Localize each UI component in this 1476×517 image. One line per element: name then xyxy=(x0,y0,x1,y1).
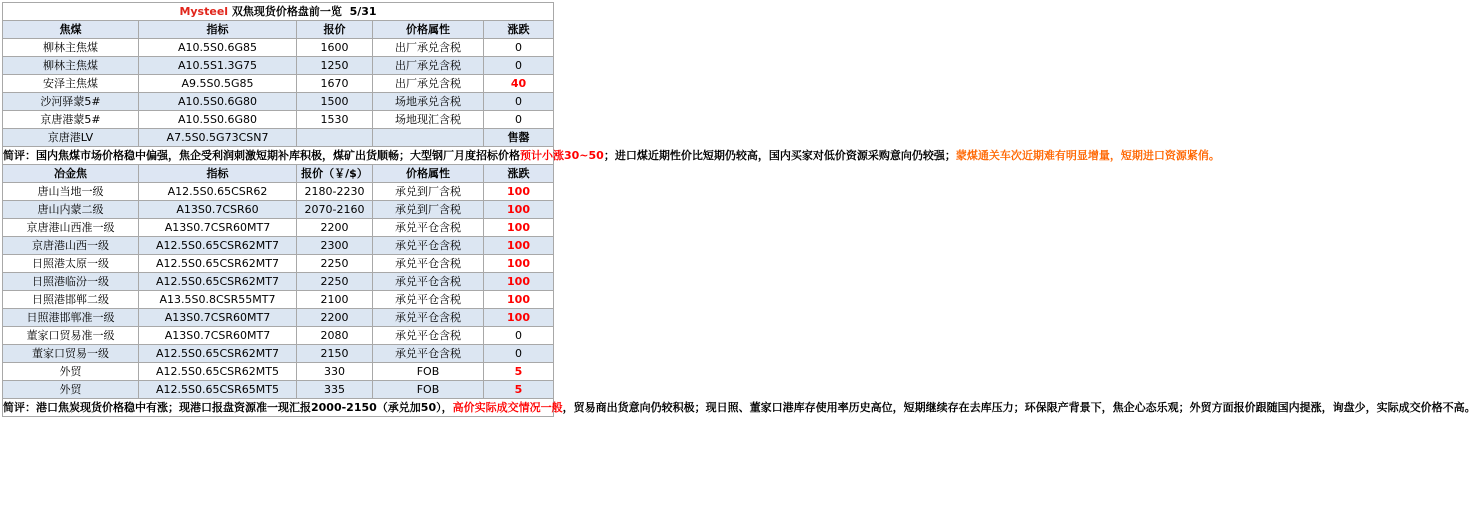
cell-price: 335 xyxy=(297,381,373,399)
cell-change: 100 xyxy=(484,291,554,309)
cell-name: 唐山当地一级 xyxy=(3,183,139,201)
cell-spec: A9.5S0.5G85 xyxy=(139,75,297,93)
cell-attr: 承兑平仓含税 xyxy=(373,237,484,255)
col-header-price: 报价（￥/$） xyxy=(297,165,373,183)
cell-spec: A10.5S0.6G85 xyxy=(139,39,297,57)
coal-note xyxy=(3,399,1476,417)
table-row xyxy=(3,345,554,363)
cell-name: 京唐港山西一级 xyxy=(3,237,139,255)
cell-name: 董家口贸易一级 xyxy=(3,345,139,363)
col-header-attr: 价格属性 xyxy=(373,21,484,39)
cell-name: 柳林主焦煤 xyxy=(3,39,139,57)
cell-name: 安泽主焦煤 xyxy=(3,75,139,93)
cell-attr: 承兑平仓含税 xyxy=(373,255,484,273)
cell-attr: 出厂承兑含税 xyxy=(373,75,484,93)
cell-price xyxy=(297,129,373,147)
cell-price: 2100 xyxy=(297,291,373,309)
coke-note-text-2: ；进口煤近期性价比短期仍较高，国内买家对低价资源采购意向仍较强； xyxy=(603,149,956,162)
cell-spec: A12.5S0.65CSR62MT5 xyxy=(139,363,297,381)
cell-name: 董家口贸易准一级 xyxy=(3,327,139,345)
coal-header-row xyxy=(3,165,554,183)
cell-attr: 场地承兑含税 xyxy=(373,93,484,111)
cell-price: 1500 xyxy=(297,93,373,111)
cell-spec: A10.5S1.3G75 xyxy=(139,57,297,75)
table-row xyxy=(3,237,554,255)
cell-attr: 承兑平仓含税 xyxy=(373,219,484,237)
cell-attr: 承兑平仓含税 xyxy=(373,291,484,309)
cell-change: 5 xyxy=(484,363,554,381)
price-sheet xyxy=(2,2,1476,417)
cell-change: 100 xyxy=(484,201,554,219)
table-row xyxy=(3,309,554,327)
cell-attr: 场地现汇含税 xyxy=(373,111,484,129)
col-header-name: 焦煤 xyxy=(3,21,139,39)
table-row xyxy=(3,273,554,291)
sheet-title xyxy=(3,3,554,21)
cell-name: 京唐港LV xyxy=(3,129,139,147)
cell-attr: FOB xyxy=(373,381,484,399)
table-row xyxy=(3,363,554,381)
coke-coal-table xyxy=(2,2,1476,417)
coal-note-row xyxy=(3,399,554,417)
cell-price: 2200 xyxy=(297,219,373,237)
cell-spec: A13S0.7CSR60MT7 xyxy=(139,327,297,345)
cell-change: 0 xyxy=(484,345,554,363)
cell-attr: 承兑平仓含税 xyxy=(373,309,484,327)
cell-price: 330 xyxy=(297,363,373,381)
coke-note-highlight-2: 蒙煤通关车次近期难有明显增量，短期进口资源紧俏。 xyxy=(955,149,1220,162)
table-row xyxy=(3,201,554,219)
col-header-spec: 指标 xyxy=(139,165,297,183)
coke-note-row xyxy=(3,147,554,165)
cell-spec: A10.5S0.6G80 xyxy=(139,93,297,111)
table-row xyxy=(3,381,554,399)
cell-change: 0 xyxy=(484,39,554,57)
cell-attr: 出厂承兑含税 xyxy=(373,57,484,75)
coke-header-row xyxy=(3,21,554,39)
table-row xyxy=(3,255,554,273)
cell-change: 100 xyxy=(484,255,554,273)
cell-spec: A10.5S0.6G80 xyxy=(139,111,297,129)
col-header-attr: 价格属性 xyxy=(373,165,484,183)
cell-attr: 承兑到厂含税 xyxy=(373,183,484,201)
cell-attr: FOB xyxy=(373,363,484,381)
cell-change: 0 xyxy=(484,111,554,129)
cell-attr: 承兑平仓含税 xyxy=(373,345,484,363)
cell-spec: A13.5S0.8CSR55MT7 xyxy=(139,291,297,309)
title-row xyxy=(3,3,554,21)
table-row xyxy=(3,75,554,93)
cell-attr: 承兑平仓含税 xyxy=(373,327,484,345)
cell-price: 1600 xyxy=(297,39,373,57)
cell-price: 2070-2160 xyxy=(297,201,373,219)
cell-spec: A13S0.7CSR60MT7 xyxy=(139,219,297,237)
coke-note-text-1: 简评：国内焦煤市场价格稳中偏强，焦企受利润刺激短期补库积极，煤矿出货顺畅；大型钢厂月度招标价格 xyxy=(3,149,520,162)
cell-attr: 承兑到厂含税 xyxy=(373,201,484,219)
cell-price: 2080 xyxy=(297,327,373,345)
cell-spec: A12.5S0.65CSR62MT7 xyxy=(139,237,297,255)
table-row xyxy=(3,183,554,201)
cell-name: 日照港太原一级 xyxy=(3,255,139,273)
cell-change: 0 xyxy=(484,57,554,75)
cell-name: 京唐港山西准一级 xyxy=(3,219,139,237)
cell-change: 100 xyxy=(484,237,554,255)
table-row xyxy=(3,57,554,75)
cell-change: 100 xyxy=(484,219,554,237)
cell-price: 2200 xyxy=(297,309,373,327)
col-header-name: 冶金焦 xyxy=(3,165,139,183)
cell-price: 1250 xyxy=(297,57,373,75)
cell-change: 40 xyxy=(484,75,554,93)
cell-name: 唐山内蒙二级 xyxy=(3,201,139,219)
coke-note-highlight-1: 预计小涨30~50 xyxy=(520,149,604,162)
cell-price: 1530 xyxy=(297,111,373,129)
cell-price: 1670 xyxy=(297,75,373,93)
coal-note-text-2: ，贸易商出货意向仍较积极；现日照、董家口港库存使用率历史高位，短期继续存在去库压力；环保限产背景下，焦企心态乐观；外贸方面报价跟随国内提涨，询盘少，实际成交价格不高。 xyxy=(562,401,1476,414)
cell-change: 0 xyxy=(484,327,554,345)
title-text: 双焦现货价格盘前一览 xyxy=(228,5,342,18)
cell-attr: 出厂承兑含税 xyxy=(373,39,484,57)
cell-name: 京唐港蒙5# xyxy=(3,111,139,129)
cell-spec: A12.5S0.65CSR62MT7 xyxy=(139,345,297,363)
table-row xyxy=(3,291,554,309)
cell-spec: A12.5S0.65CSR62 xyxy=(139,183,297,201)
cell-name: 沙河驿蒙5# xyxy=(3,93,139,111)
cell-change: 售罄 xyxy=(484,129,554,147)
brand-name: Mysteel xyxy=(179,5,229,18)
table-row xyxy=(3,111,554,129)
cell-spec: A13S0.7CSR60 xyxy=(139,201,297,219)
coke-note xyxy=(3,147,1220,165)
cell-name: 日照港邯郸二级 xyxy=(3,291,139,309)
cell-price: 2180-2230 xyxy=(297,183,373,201)
cell-spec: A7.5S0.5G73CSN7 xyxy=(139,129,297,147)
cell-change: 5 xyxy=(484,381,554,399)
cell-change: 100 xyxy=(484,273,554,291)
table-row xyxy=(3,219,554,237)
cell-spec: A12.5S0.65CSR62MT7 xyxy=(139,255,297,273)
cell-name: 日照港临汾一级 xyxy=(3,273,139,291)
col-header-change: 涨跌 xyxy=(484,21,554,39)
coal-note-highlight-1: 高价实际成交情况一般 xyxy=(452,401,563,414)
coal-note-text-1: 简评：港口焦炭现货价格稳中有涨；现港口报盘资源准一现汇报2000-2150（承兑加50）， xyxy=(3,401,453,414)
cell-price: 2300 xyxy=(297,237,373,255)
col-header-spec: 指标 xyxy=(139,21,297,39)
cell-price: 2250 xyxy=(297,273,373,291)
cell-attr xyxy=(373,129,484,147)
cell-spec: A12.5S0.65CSR62MT7 xyxy=(139,273,297,291)
title-date: 5/31 xyxy=(349,5,377,18)
cell-name: 外贸 xyxy=(3,363,139,381)
col-header-change: 涨跌 xyxy=(484,165,554,183)
cell-name: 外贸 xyxy=(3,381,139,399)
cell-price: 2250 xyxy=(297,255,373,273)
cell-name: 日照港邯郸准一级 xyxy=(3,309,139,327)
table-row xyxy=(3,93,554,111)
cell-name: 柳林主焦煤 xyxy=(3,57,139,75)
cell-spec: A13S0.7CSR60MT7 xyxy=(139,309,297,327)
cell-spec: A12.5S0.65CSR65MT5 xyxy=(139,381,297,399)
cell-price: 2150 xyxy=(297,345,373,363)
cell-change: 100 xyxy=(484,183,554,201)
table-row xyxy=(3,129,554,147)
cell-change: 0 xyxy=(484,93,554,111)
table-row xyxy=(3,39,554,57)
cell-attr: 承兑平仓含税 xyxy=(373,273,484,291)
table-row xyxy=(3,327,554,345)
col-header-price: 报价 xyxy=(297,21,373,39)
cell-change: 100 xyxy=(484,309,554,327)
